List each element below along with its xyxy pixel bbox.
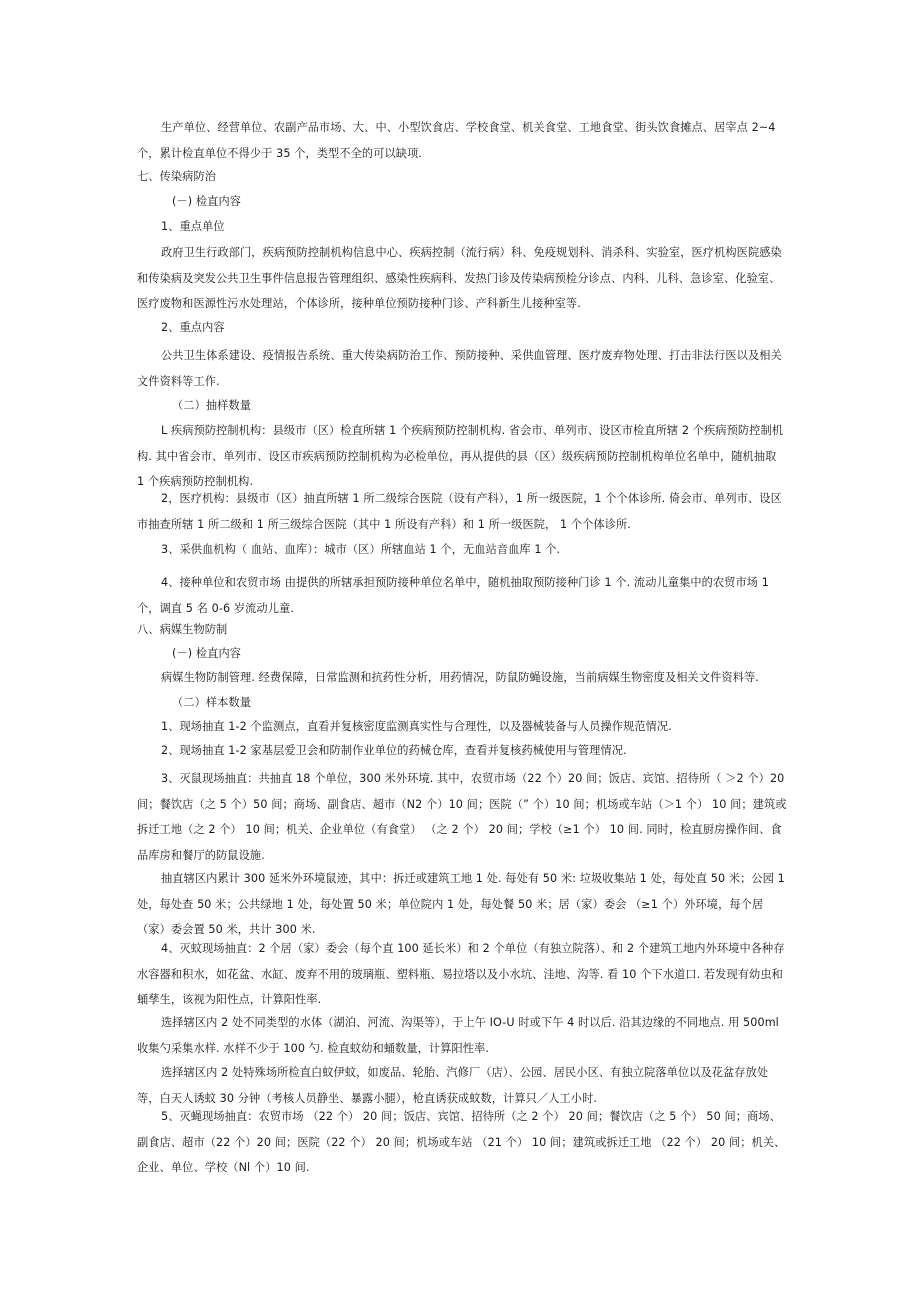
paragraph-rodent-traces: 抽直辖区内累计 300 延米外环境鼠迹，其中：拆迁或建筑工地 1 处. 每处有 50 米: 垃圾收集站 1 处，每处直 50 米；公园 1 处，每处查 50 米；公共绿地 1 处，每处置 50 米；单位院内 1 处，每处餐 50 米；居（家）委会 （≥1 个）外环境，每个居（家）委会置 50 米，共计 300 米.: [137, 872, 785, 936]
paragraph-units-list: 生产单位、经营单位、农副产品市场、大、中、小型饮食店、学校食堂、机关食堂、工地食堂、街头饮食摊点、居宰点 2~4 个，累计检直单位不得少于 35 个，类型不全的可以缺项.: [137, 121, 776, 160]
paragraph-warehouse-check: 2、现场抽直 1-2 家基层爱卫会和防制作业单位的药械仓库，查看并复核药械使用与管理情况.: [161, 744, 627, 757]
subheading-inspection-content: (－) 检直内容: [172, 195, 242, 208]
paragraph-vaccination-sampling: 4、接种单位和农贸市场 由提供的所辖承担预防接种单位名单中，随机抽取预防接种门诊 1 个. 流动儿童集中的农贸市场 1 个，调直 5 名 0-6 岁流动儿童.: [137, 576, 769, 615]
section-heading-infectious-disease: 七、传染病防治: [137, 170, 217, 183]
paragraph-blood-sampling: 3、采供血机构（ 血站、血库）：城市（区）所辖血站 1 个，无血站音血库 1 个.: [161, 543, 561, 556]
paragraph-monitoring-points: 1、现场抽直 1-2 个监测点，直看并复核密度监测真实性与合理性，以及器械装备与人员操作规范情况.: [161, 720, 672, 733]
paragraph-rodent-control: 3、灭鼠现场抽直：共抽直 18 个单位，300 米外环境. 其中，农贸市场（22 个）20 间；饭店、宾馆、招待所（ ＞2 个）20 间；餐饮店（之 5 个）50 间；商场、副食店、超市（N2 个）10 间；医院（” 个）10 间；机场或车站（＞1 个） 10 间；建筑或拆迁工地（之 2 个） 10 间；机关、企业单位（有食堂） （之 2 个） 20 间；学校（≥1 个） 10 间. 同时，检直厨房操作间、食品库房和餐厅的防鼠设施.: [137, 772, 787, 862]
paragraph-fly-control: 5、灭蝇现场抽直：农贸市场 （22 个） 20 间；饭店、宾馆、招待所（之 2 个） 20 间；餐饮店（之 5 个） 50 间；商场、副食店、超市（22 个）20 间；医院（22 个） 20 间；机场或车站 （21 个） 10 间；建筑或拆迁工地 （22 个） 20 间；机关、企业、单位、学校（Nl 个）10 间.: [137, 1110, 786, 1174]
paragraph-cdc-sampling: L 疾病预防控制机构：县级市（区）检直所辖 1 个疾病预防控制机构. 省会市、单列市、设区市检直所辖 2 个疾病预防控制机构. 其中省会市、单列市、设区市疾病预防控制机构为必检单位，再从提供的县（区）级疾病预防控制机构单位名单中，随机抽取 1 个疾病预防控制机构.: [137, 424, 784, 488]
paragraph-water-sampling: 选择辖区内 2 处不同类型的水体（湖泊、河流、沟渠等），于上午 IO-U 时或下午 4 时以后. 沿其边缘的不同地点. 用 500ml 收集勺采集水样. 水样不少于 100 勺. 检直蚊幼和蛹数量，计算阳性率.: [137, 1016, 779, 1055]
paragraph-mosquito-control: 4、灭蚊现场抽直：2 个居（家）委会（每个直 100 延长米）和 2 个单位（有独立院落）、和 2 个建筑工地内外环境中各种存水容器和积水，如花盆、水缸、废弃不用的玻璃瓶、塑料瓶、易拉塔以及小水坑、洼地、沟等. 看 10 个下水道口. 若发现有幼虫和蛹孳生，该视为阳性点，计算阳性率.: [137, 942, 785, 1006]
paragraph-key-units: 政府卫生行政部门，疾病预防控制机构信息中心、疾病控制（流行病）科、免疫规划科、消杀科、实验室，医疗机构医院感染和传染病及突发公共卫生事件信息报告管理组织、感染性疾病科、发热门诊及传染病预检分诊点、内科、儿科、急诊室、化验室、医疗废物和医源性污水处理站，个体诊所，接种单位预防接种门诊、产科新生儿接种室等.: [137, 246, 782, 310]
item-key-content: 2、重点内容: [161, 321, 225, 334]
item-key-units: 1、重点单位: [161, 220, 225, 233]
paragraph-aedes-check: 选择辖区内 2 处特殊场所检直白蚊伊蚊，如废品、轮胎、汽修厂（店）、公园、居民小区、有独立院落单位以及花盆存放处等，白天人诱蚊 30 分钟（考核人员静坐、暴露小腿），枪直诱获成蚊数，计算只／人工小时.: [137, 1066, 769, 1105]
paragraph-vector-content: 病媒生物防制管理. 经费保障，日常监测和抗药性分析，用药情况，防鼠防蝇设施，当前病媒生物密度及相关文件资料等.: [161, 671, 759, 684]
paragraph-medical-sampling: 2，医疗机构：县级市（区）抽直所辖 1 所二级综合医院（设有产科），1 所一级医院，1 个个体诊所. 倚会市、单列市、设区市抽查所辖 1 所二级和 1 所三级综合医院（其中 1 所设有产科）和 1 所一级医院， 1 个个体诊所.: [137, 492, 782, 531]
paragraph-key-content: 公共卫生体系建设、疫情报告系统、重大传染病防治工作、预防接种、采供血管理、医疗废弃物处理、打击非法行医以及相关文件资料等工作.: [137, 349, 782, 388]
section-heading-vector-control: 八、病媒生物防制: [137, 623, 228, 636]
subheading-sampling-quantity: （二）抽样数量: [172, 399, 252, 412]
subheading-vector-inspection-content: (－) 检直内容: [172, 647, 242, 660]
subheading-sample-quantity: （二）样本数量: [172, 696, 252, 709]
